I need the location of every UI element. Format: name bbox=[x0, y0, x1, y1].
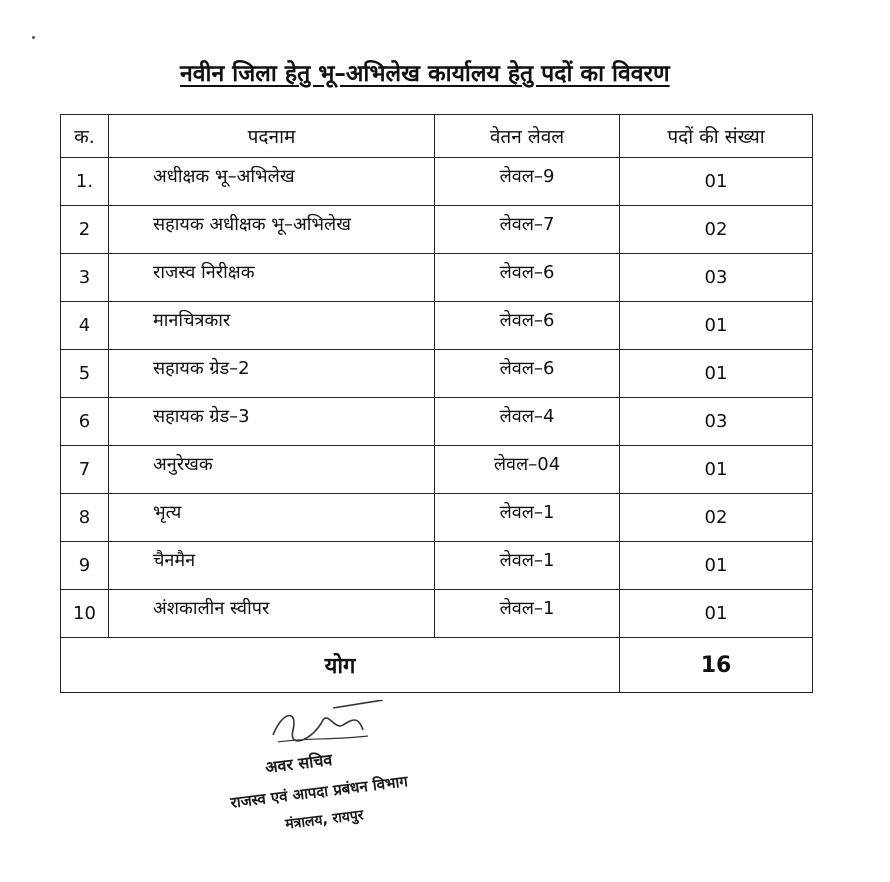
row-post-name: भृत्य bbox=[109, 494, 435, 542]
header-count: पदों की संख्या bbox=[620, 115, 813, 158]
row-post-name: अंशकालीन स्वीपर bbox=[109, 590, 435, 638]
signature-designation: अवर सचिव bbox=[264, 749, 334, 778]
page-title: नवीन जिला हेतु भू–अभिलेख कार्यालय हेतु पदों का विवरण bbox=[180, 61, 670, 87]
table-row bbox=[61, 350, 813, 398]
row-pay-level: लेवल–7 bbox=[435, 206, 620, 254]
table-row bbox=[61, 158, 813, 206]
row-post-name: मानचित्रकार bbox=[109, 302, 435, 350]
row-post-count: 01 bbox=[620, 350, 813, 398]
row-post-count: 01 bbox=[620, 302, 813, 350]
total-value: 16 bbox=[620, 638, 813, 693]
row-serial: 1. bbox=[61, 158, 109, 206]
row-serial: 6 bbox=[61, 398, 109, 446]
row-pay-level: लेवल–1 bbox=[435, 494, 620, 542]
handwritten-signature bbox=[263, 700, 393, 750]
row-pay-level: लेवल–04 bbox=[435, 446, 620, 494]
posts-table bbox=[60, 114, 813, 693]
row-pay-level: लेवल–6 bbox=[435, 302, 620, 350]
row-post-count: 01 bbox=[620, 590, 813, 638]
table-row bbox=[61, 494, 813, 542]
row-post-count: 02 bbox=[620, 494, 813, 542]
header-serial: क. bbox=[61, 115, 109, 158]
table-row bbox=[61, 398, 813, 446]
row-serial: 9 bbox=[61, 542, 109, 590]
row-post-name: सहायक ग्रेड–2 bbox=[109, 350, 435, 398]
row-serial: 7 bbox=[61, 446, 109, 494]
scan-speck bbox=[32, 36, 35, 39]
row-post-count: 03 bbox=[620, 398, 813, 446]
table-row bbox=[61, 254, 813, 302]
row-post-name: सहायक ग्रेड–3 bbox=[109, 398, 435, 446]
total-row bbox=[61, 638, 813, 693]
table-header-row bbox=[61, 115, 813, 158]
row-pay-level: लेवल–9 bbox=[435, 158, 620, 206]
signature-office: मंत्रालय, रायपुर bbox=[284, 807, 365, 833]
row-post-count: 02 bbox=[620, 206, 813, 254]
header-post: पदनाम bbox=[109, 115, 435, 158]
table-row bbox=[61, 446, 813, 494]
row-post-name: अनुरेखक bbox=[109, 446, 435, 494]
row-pay-level: लेवल–6 bbox=[435, 254, 620, 302]
header-level: वेतन लेवल bbox=[435, 115, 620, 158]
row-serial: 3 bbox=[61, 254, 109, 302]
row-serial: 4 bbox=[61, 302, 109, 350]
row-pay-level: लेवल–1 bbox=[435, 590, 620, 638]
row-post-count: 01 bbox=[620, 158, 813, 206]
row-serial: 5 bbox=[61, 350, 109, 398]
table-row bbox=[61, 542, 813, 590]
row-serial: 8 bbox=[61, 494, 109, 542]
table-row bbox=[61, 206, 813, 254]
row-post-name: अधीक्षक भू–अभिलेख bbox=[109, 158, 435, 206]
signature-department: राजस्व एवं आपदा प्रबंधन विभाग bbox=[229, 772, 409, 812]
row-post-name: राजस्व निरीक्षक bbox=[109, 254, 435, 302]
signature-stamp bbox=[225, 700, 485, 840]
table-row bbox=[61, 302, 813, 350]
row-post-name: सहायक अधीक्षक भू–अभिलेख bbox=[109, 206, 435, 254]
table-row bbox=[61, 590, 813, 638]
row-post-name: चैनमैन bbox=[109, 542, 435, 590]
row-post-count: 01 bbox=[620, 542, 813, 590]
total-label: योग bbox=[61, 638, 620, 693]
row-pay-level: लेवल–1 bbox=[435, 542, 620, 590]
row-pay-level: लेवल–6 bbox=[435, 350, 620, 398]
row-post-count: 01 bbox=[620, 446, 813, 494]
row-pay-level: लेवल–4 bbox=[435, 398, 620, 446]
row-post-count: 03 bbox=[620, 254, 813, 302]
row-serial: 10 bbox=[61, 590, 109, 638]
row-serial: 2 bbox=[61, 206, 109, 254]
